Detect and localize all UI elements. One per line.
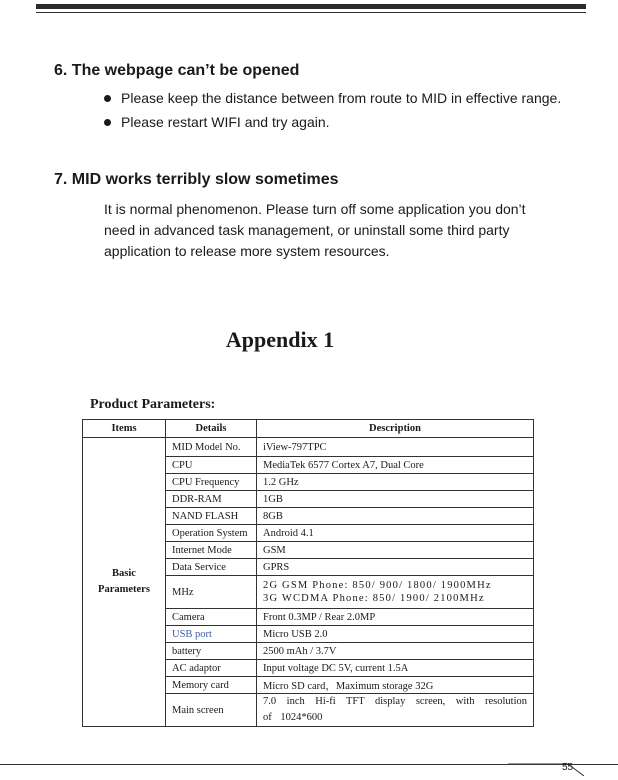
paragraph-line: need in advanced task management, or uninstall some third party (104, 222, 510, 238)
detail-cell: AC adaptor (166, 660, 257, 677)
description-cell: GPRS (257, 559, 534, 576)
description-cell: 2500 mAh / 3.7V (257, 643, 534, 660)
detail-cell: Main screen (166, 694, 257, 727)
description-cell: Android 4.1 (257, 525, 534, 542)
detail-cell: CPU Frequency (166, 474, 257, 491)
detail-cell: Data Service (166, 559, 257, 576)
description-cell: Micro USB 2.0 (257, 626, 534, 643)
header-rule-thick (36, 4, 586, 9)
detail-cell: DDR-RAM (166, 491, 257, 508)
description-cell: MediaTek 6577 Cortex A7, Dual Core (257, 457, 534, 474)
appendix-title: Appendix 1 (225, 327, 335, 352)
detail-cell: Internet Mode (166, 542, 257, 559)
mhz-3g-line: 3G WCDMA Phone: 850/ 1900/ 2100MHz (263, 593, 485, 604)
detail-cell: Operation System (166, 525, 257, 542)
product-parameters-title: Product Parameters: (90, 397, 216, 412)
detail-cell: Camera (166, 609, 257, 626)
list-item (104, 86, 561, 110)
bullet-text: Please keep the distance between from route to MID in effective range. (121, 90, 562, 106)
table-header-row (83, 420, 534, 438)
description-cell: 1GB (257, 491, 534, 508)
mhz-2g-line: 2G GSM Phone: 850/ 900/ 1800/ 1900MHz (263, 580, 492, 591)
section-7-title: 7. MID works terribly slow sometimes (54, 171, 339, 188)
section-7-paragraph (104, 199, 574, 262)
description-cell: 7.0 inch Hi-fi TFT display screen, with resolution of 1024*600 (257, 694, 534, 727)
page-number: 55 (562, 762, 574, 773)
product-parameters-table (82, 419, 534, 727)
description-cell: Front 0.3MP / Rear 2.0MP (257, 609, 534, 626)
group-label-line: Parameters (98, 584, 150, 595)
description-cell (257, 576, 534, 609)
header-rule-thin (36, 12, 586, 13)
table-row (83, 438, 534, 457)
paragraph-line: application to release more system resources. (104, 243, 390, 259)
description-cell: GSM (257, 542, 534, 559)
description-cell: 8GB (257, 508, 534, 525)
header-items: Items (83, 420, 166, 438)
header-details: Details (166, 420, 257, 438)
detail-cell: NAND FLASH (166, 508, 257, 525)
paragraph-line: It is normal phenomenon. Please turn off some application you don’t (104, 201, 526, 217)
header-description: Description (257, 420, 534, 438)
description-cell: 1.2 GHz (257, 474, 534, 491)
description-cell: Input voltage DC 5V, current 1.5A (257, 660, 534, 677)
group-basic-parameters (83, 438, 166, 727)
detail-cell: battery (166, 643, 257, 660)
bullet-icon (104, 95, 111, 102)
description-cell: Micro SD card，Maximum storage 32G (257, 677, 534, 694)
detail-cell: Memory card (166, 677, 257, 694)
section-6-bullets (104, 86, 561, 134)
detail-cell: CPU (166, 457, 257, 474)
bullet-text: Please restart WIFI and try again. (121, 114, 330, 130)
section-6-title: 6. The webpage can’t be opened (54, 62, 300, 79)
detail-cell: USB port (166, 626, 257, 643)
list-item (104, 110, 561, 134)
detail-cell: MHz (166, 576, 257, 609)
detail-cell: MID Model No. (166, 438, 257, 457)
bullet-icon (104, 119, 111, 126)
description-cell: iView-797TPC (257, 438, 534, 457)
group-label-line: Basic (112, 568, 136, 579)
